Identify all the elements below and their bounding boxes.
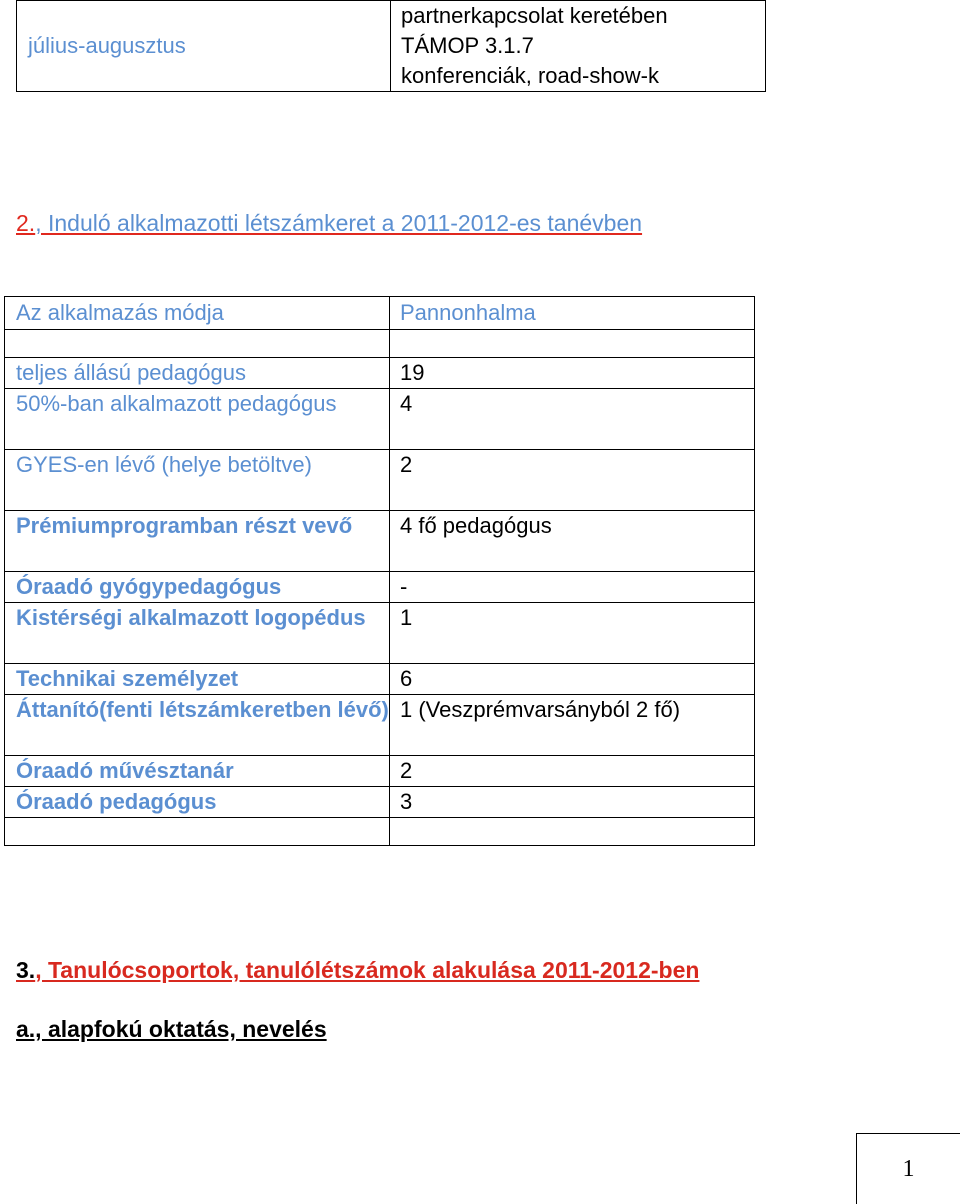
page-number-box [856,1133,960,1204]
subsection-heading: a., alapfokú oktatás, nevelés [16,1016,327,1042]
section-3-heading [16,955,699,985]
header-employment-type: Az alkalmazás módja [5,297,390,330]
row-label: Kistérségi alkalmazott logopédus [5,603,390,664]
empty-cell [5,330,390,358]
table-row [5,572,755,603]
table-row [5,450,755,511]
table-row [5,695,755,756]
schedule-activity-line: partnerkapcsolat keretében [401,3,668,28]
row-value: 3 [390,787,755,818]
empty-cell [390,330,755,358]
row-label: teljes állású pedagógus [5,358,390,389]
row-label: Óraadó pedagógus [5,787,390,818]
table-row [5,756,755,787]
row-label: GYES-en lévő (helye betöltve) [5,450,390,511]
schedule-activity-cell [391,1,766,92]
section-3-title: , Tanulócsoportok, tanulólétszámok alakulása 2011-2012-ben [35,957,700,983]
table-row [5,664,755,695]
row-label: Technikai személyzet [5,664,390,695]
row-value: 2 [390,450,755,511]
row-label: Óraadó gyógypedagógus [5,572,390,603]
row-value: 1 (Veszprémvarsányból 2 fő) [390,695,755,756]
section-2-number: 2. [16,210,36,236]
header-location: Pannonhalma [390,297,755,330]
row-label: Prémiumprogramban részt vevő [5,511,390,572]
table-row [5,603,755,664]
schedule-activity-line: TÁMOP 3.1.7 [401,33,534,58]
schedule-row [17,1,766,92]
row-value: - [390,572,755,603]
schedule-period-line [17,61,390,91]
row-label: Óraadó művésztanár [5,756,390,787]
staff-table [4,296,755,846]
schedule-period-line [17,1,390,31]
row-label: Áttanító(fenti létszámkeretben lévő) [5,695,390,756]
empty-cell [390,818,755,846]
row-value: 6 [390,664,755,695]
table-row [5,358,755,389]
page-number: 1 [902,1155,915,1182]
section-3-number: 3. [16,957,36,983]
row-value: 4 fő pedagógus [390,511,755,572]
table-row [5,787,755,818]
row-value: 1 [390,603,755,664]
empty-row [5,330,755,358]
staff-table-header [5,297,755,330]
row-value: 2 [390,756,755,787]
table-row [5,389,755,450]
empty-cell [5,818,390,846]
row-value: 4 [390,389,755,450]
schedule-activity-line: konferenciák, road-show-k [401,63,660,88]
section-2-heading [16,208,642,238]
section-2-title: , Induló alkalmazotti létszámkeret a 2011-2012-es tanévben [35,210,643,236]
empty-row [5,818,755,846]
row-label: 50%-ban alkalmazott pedagógus [5,389,390,450]
schedule-period-line: július-augusztus [28,33,186,58]
table-row [5,511,755,572]
row-value: 19 [390,358,755,389]
schedule-period-cell [17,1,391,92]
schedule-table-fragment [16,0,766,92]
